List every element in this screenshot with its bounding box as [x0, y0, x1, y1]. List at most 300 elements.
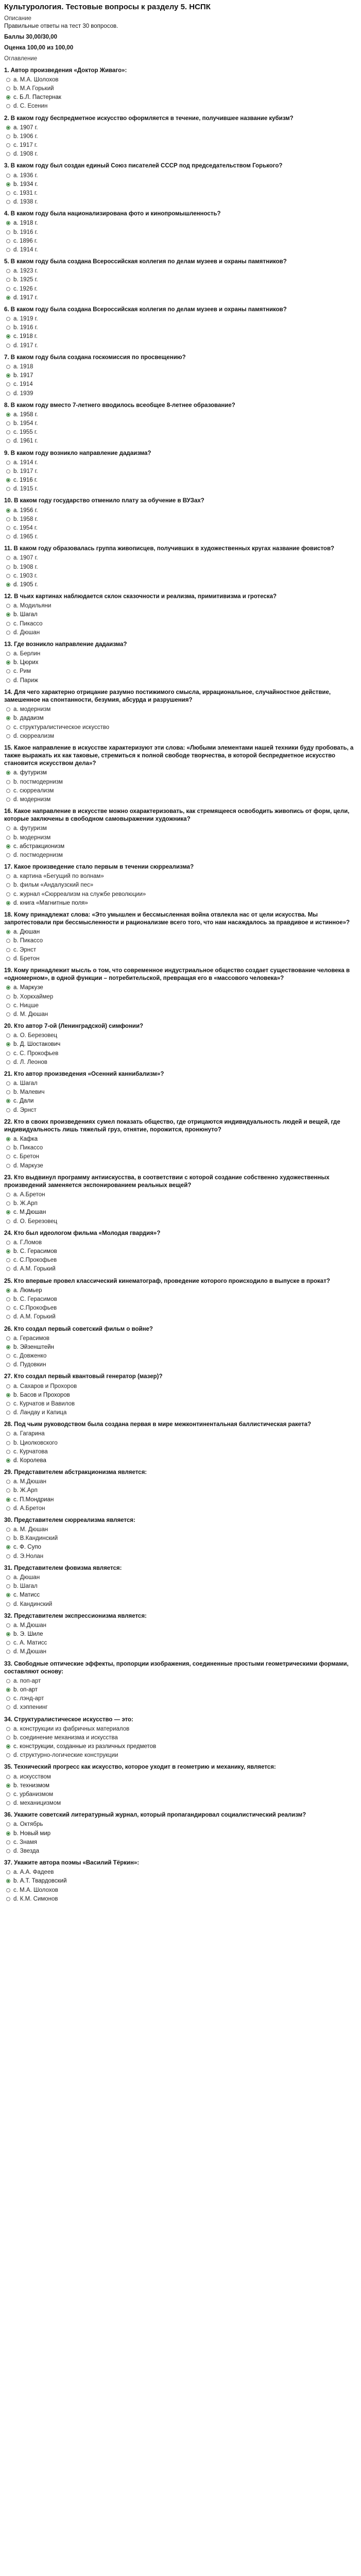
radio-icon[interactable]	[6, 1099, 10, 1103]
answer-option[interactable]	[4, 572, 357, 581]
radio-icon[interactable]	[6, 1297, 10, 1301]
answer-option[interactable]	[4, 1153, 357, 1161]
answer-option[interactable]	[4, 1725, 357, 1734]
radio-icon[interactable]	[6, 126, 10, 130]
radio-icon[interactable]	[6, 1575, 10, 1580]
radio-icon[interactable]	[6, 1870, 10, 1874]
answer-option[interactable]	[4, 1504, 357, 1513]
radio-icon[interactable]	[6, 995, 10, 999]
radio-icon[interactable]	[6, 326, 10, 330]
answer-option[interactable]	[4, 1573, 357, 1582]
radio-icon[interactable]	[6, 1432, 10, 1436]
radio-icon[interactable]	[6, 1536, 10, 1540]
answer-option[interactable]	[4, 102, 357, 111]
radio-icon[interactable]	[6, 1306, 10, 1310]
answer-option[interactable]	[4, 1734, 357, 1742]
radio-icon[interactable]	[6, 1258, 10, 1262]
answer-option-correct[interactable]	[4, 581, 357, 589]
answer-option[interactable]	[4, 1439, 357, 1448]
radio-icon[interactable]	[6, 1241, 10, 1245]
radio-icon[interactable]	[6, 1784, 10, 1788]
answer-option[interactable]	[4, 1895, 357, 1904]
radio-icon[interactable]	[6, 392, 10, 396]
radio-icon[interactable]	[6, 1219, 10, 1224]
radio-icon[interactable]	[6, 669, 10, 673]
radio-icon[interactable]	[6, 1081, 10, 1086]
radio-icon[interactable]	[6, 1840, 10, 1844]
answer-option[interactable]	[4, 732, 357, 741]
answer-option-correct[interactable]	[4, 371, 357, 380]
answer-option[interactable]	[4, 76, 357, 84]
radio-icon[interactable]	[6, 1289, 10, 1293]
answer-option[interactable]	[4, 1478, 357, 1486]
answer-option[interactable]	[4, 324, 357, 332]
radio-icon[interactable]	[6, 631, 10, 635]
radio-icon[interactable]	[6, 1897, 10, 1901]
answer-option[interactable]	[4, 1088, 357, 1097]
radio-icon[interactable]	[6, 1528, 10, 1532]
radio-icon[interactable]	[6, 707, 10, 711]
answer-option[interactable]	[4, 676, 357, 685]
answer-option[interactable]	[4, 620, 357, 629]
answer-option-correct[interactable]	[4, 1543, 357, 1552]
radio-icon[interactable]	[6, 939, 10, 943]
answer-option[interactable]	[4, 1820, 357, 1829]
answer-option-correct[interactable]	[4, 180, 357, 189]
answer-option[interactable]	[4, 437, 357, 446]
radio-icon[interactable]	[6, 556, 10, 560]
answer-option-correct[interactable]	[4, 899, 357, 908]
answer-option-correct[interactable]	[4, 411, 357, 419]
answer-option[interactable]	[4, 778, 357, 787]
answer-option[interactable]	[4, 172, 357, 180]
answer-option-correct[interactable]	[4, 611, 357, 619]
radio-icon[interactable]	[6, 1792, 10, 1797]
answer-option[interactable]	[4, 1703, 357, 1712]
answer-option[interactable]	[4, 872, 357, 881]
radio-icon[interactable]	[6, 1155, 10, 1159]
answer-option[interactable]	[4, 602, 357, 611]
radio-icon[interactable]	[6, 143, 10, 147]
radio-icon[interactable]	[6, 1488, 10, 1493]
radio-icon[interactable]	[6, 1832, 10, 1836]
answer-option-correct[interactable]	[4, 769, 357, 777]
answer-option[interactable]	[4, 189, 357, 198]
radio-icon[interactable]	[6, 1727, 10, 1731]
radio-icon[interactable]	[6, 836, 10, 840]
radio-icon[interactable]	[6, 1744, 10, 1749]
radio-icon[interactable]	[6, 622, 10, 626]
radio-icon[interactable]	[6, 317, 10, 321]
answer-option-correct[interactable]	[4, 714, 357, 723]
answer-option-correct[interactable]	[4, 1247, 357, 1256]
answer-option[interactable]	[4, 1334, 357, 1343]
answer-option[interactable]	[4, 1639, 357, 1648]
radio-icon[interactable]	[6, 1822, 10, 1826]
radio-icon[interactable]	[6, 986, 10, 990]
radio-icon[interactable]	[6, 1345, 10, 1349]
answer-option-correct[interactable]	[4, 1097, 357, 1106]
radio-icon[interactable]	[6, 1679, 10, 1683]
answer-option[interactable]	[4, 1799, 357, 1808]
answer-option[interactable]	[4, 1409, 357, 1417]
answer-option-correct[interactable]	[4, 928, 357, 937]
radio-icon[interactable]	[6, 565, 10, 569]
answer-option[interactable]	[4, 1600, 357, 1609]
radio-icon[interactable]	[6, 526, 10, 530]
radio-icon[interactable]	[6, 269, 10, 273]
answer-option[interactable]	[4, 629, 357, 637]
answer-option[interactable]	[4, 1694, 357, 1703]
answer-option[interactable]	[4, 993, 357, 1002]
radio-icon[interactable]	[6, 734, 10, 738]
answer-option[interactable]	[4, 1868, 357, 1877]
radio-icon[interactable]	[6, 1584, 10, 1588]
answer-option[interactable]	[4, 1382, 357, 1391]
radio-icon[interactable]	[6, 1210, 10, 1214]
radio-icon[interactable]	[6, 1354, 10, 1358]
radio-icon[interactable]	[6, 725, 10, 730]
radio-icon[interactable]	[6, 1632, 10, 1636]
radio-icon[interactable]	[6, 287, 10, 291]
answer-option[interactable]	[4, 723, 357, 732]
radio-icon[interactable]	[6, 1697, 10, 1701]
radio-icon[interactable]	[6, 789, 10, 793]
radio-icon[interactable]	[6, 461, 10, 465]
radio-icon[interactable]	[6, 1498, 10, 1502]
radio-icon[interactable]	[6, 1108, 10, 1112]
answer-option[interactable]	[4, 1526, 357, 1534]
radio-icon[interactable]	[6, 660, 10, 665]
answer-option[interactable]	[4, 1751, 357, 1760]
answer-option[interactable]	[4, 851, 357, 860]
radio-icon[interactable]	[6, 174, 10, 178]
answer-option[interactable]	[4, 485, 357, 494]
radio-icon[interactable]	[6, 652, 10, 656]
answer-option[interactable]	[4, 1400, 357, 1409]
radio-icon[interactable]	[6, 1060, 10, 1064]
answer-option[interactable]	[4, 946, 357, 955]
radio-icon[interactable]	[6, 374, 10, 378]
radio-icon[interactable]	[6, 613, 10, 617]
answer-option[interactable]	[4, 1031, 357, 1040]
radio-icon[interactable]	[6, 365, 10, 369]
radio-icon[interactable]	[6, 382, 10, 386]
answer-option[interactable]	[4, 563, 357, 572]
radio-icon[interactable]	[6, 344, 10, 348]
radio-icon[interactable]	[6, 1033, 10, 1038]
radio-icon[interactable]	[6, 1137, 10, 1141]
radio-icon[interactable]	[6, 826, 10, 831]
radio-icon[interactable]	[6, 1775, 10, 1779]
answer-option-correct[interactable]	[4, 1208, 357, 1217]
radio-icon[interactable]	[6, 1201, 10, 1206]
radio-icon[interactable]	[6, 487, 10, 491]
answer-option[interactable]	[4, 342, 357, 350]
radio-icon[interactable]	[6, 1267, 10, 1271]
radio-icon[interactable]	[6, 182, 10, 187]
answer-option[interactable]	[4, 246, 357, 255]
answer-option[interactable]	[4, 1648, 357, 1656]
answer-option-correct[interactable]	[4, 658, 357, 667]
answer-option[interactable]	[4, 1677, 357, 1686]
answer-option[interactable]	[4, 276, 357, 284]
answer-option[interactable]	[4, 237, 357, 246]
radio-icon[interactable]	[6, 1146, 10, 1150]
answer-option-correct[interactable]	[4, 1686, 357, 1694]
answer-option[interactable]	[4, 834, 357, 842]
answer-option[interactable]	[4, 380, 357, 389]
radio-icon[interactable]	[6, 1459, 10, 1463]
answer-option[interactable]	[4, 150, 357, 159]
answer-option[interactable]	[4, 705, 357, 714]
radio-icon[interactable]	[6, 509, 10, 513]
radio-icon[interactable]	[6, 296, 10, 300]
answer-option-correct[interactable]	[4, 1877, 357, 1886]
answer-option-correct[interactable]	[4, 294, 357, 302]
answer-option[interactable]	[4, 1256, 357, 1265]
answer-option[interactable]	[4, 1239, 357, 1247]
radio-icon[interactable]	[6, 574, 10, 578]
answer-option[interactable]	[4, 84, 357, 93]
answer-option[interactable]	[4, 132, 357, 141]
radio-icon[interactable]	[6, 1384, 10, 1388]
answer-option[interactable]	[4, 1448, 357, 1456]
radio-icon[interactable]	[6, 1042, 10, 1046]
answer-text: с. С. Прокофьев	[13, 1050, 59, 1057]
answer-option[interactable]	[4, 1773, 357, 1782]
answer-option-correct[interactable]	[4, 124, 357, 132]
radio-icon[interactable]	[6, 413, 10, 417]
radio-icon[interactable]	[6, 1888, 10, 1892]
radio-icon[interactable]	[6, 469, 10, 473]
radio-icon[interactable]	[6, 583, 10, 587]
answer-option-correct[interactable]	[4, 1591, 357, 1600]
radio-icon[interactable]	[6, 230, 10, 234]
radio-icon[interactable]	[6, 679, 10, 683]
radio-icon[interactable]	[6, 1164, 10, 1168]
radio-icon[interactable]	[6, 78, 10, 82]
answer-option[interactable]	[4, 1304, 357, 1313]
radio-icon[interactable]	[6, 1004, 10, 1008]
radio-icon[interactable]	[6, 421, 10, 426]
answer-option[interactable]	[4, 141, 357, 150]
answer-option[interactable]	[4, 824, 357, 833]
radio-icon[interactable]	[6, 535, 10, 539]
radio-icon[interactable]	[6, 716, 10, 720]
radio-icon[interactable]	[6, 191, 10, 195]
answer-option[interactable]	[4, 1010, 357, 1019]
radio-icon[interactable]	[6, 1736, 10, 1740]
radio-icon[interactable]	[6, 1090, 10, 1094]
answer-option[interactable]	[4, 1552, 357, 1561]
radio-icon[interactable]	[6, 1801, 10, 1805]
radio-icon[interactable]	[6, 1363, 10, 1367]
answer-option[interactable]	[4, 533, 357, 541]
answer-option-correct[interactable]	[4, 219, 357, 228]
answer-option-correct[interactable]	[4, 476, 357, 485]
answer-text: b. 1916 г.	[13, 325, 38, 331]
answer-option[interactable]	[4, 419, 357, 428]
answer-option[interactable]	[4, 1079, 357, 1088]
answer-option-correct[interactable]	[4, 1782, 357, 1790]
radio-icon[interactable]	[6, 1623, 10, 1628]
radio-icon[interactable]	[6, 930, 10, 934]
answer-option[interactable]	[4, 1162, 357, 1171]
radio-icon[interactable]	[6, 892, 10, 896]
radio-icon[interactable]	[6, 1441, 10, 1445]
answer-option[interactable]	[4, 524, 357, 533]
radio-icon[interactable]	[6, 439, 10, 443]
radio-icon[interactable]	[6, 152, 10, 156]
radio-icon[interactable]	[6, 334, 10, 338]
answer-option-correct[interactable]	[4, 1135, 357, 1144]
radio-icon[interactable]	[6, 1545, 10, 1549]
radio-icon[interactable]	[6, 1879, 10, 1883]
radio-icon[interactable]	[6, 1650, 10, 1654]
answer-option[interactable]	[4, 285, 357, 294]
radio-icon[interactable]	[6, 1554, 10, 1558]
radio-icon[interactable]	[6, 200, 10, 204]
radio-icon[interactable]	[6, 844, 10, 849]
radio-icon[interactable]	[6, 1402, 10, 1406]
answer-option[interactable]	[4, 1049, 357, 1058]
radio-icon[interactable]	[6, 87, 10, 91]
answer-option[interactable]	[4, 1838, 357, 1847]
radio-icon[interactable]	[6, 221, 10, 225]
answer-option[interactable]	[4, 1002, 357, 1010]
answer-option[interactable]	[4, 1430, 357, 1438]
answer-text: d. 1939	[13, 390, 33, 397]
answer-option-correct[interactable]	[4, 506, 357, 515]
answer-option[interactable]	[4, 890, 357, 899]
radio-icon[interactable]	[6, 1753, 10, 1757]
radio-icon[interactable]	[6, 430, 10, 434]
radio-icon[interactable]	[6, 948, 10, 952]
answer-option[interactable]	[4, 1191, 357, 1199]
answer-option[interactable]	[4, 795, 357, 804]
answer-option[interactable]	[4, 1790, 357, 1799]
radio-icon[interactable]	[6, 883, 10, 887]
radio-icon[interactable]	[6, 1641, 10, 1645]
radio-icon[interactable]	[6, 874, 10, 878]
answer-option-correct[interactable]	[4, 332, 357, 341]
answer-option[interactable]	[4, 467, 357, 476]
radio-icon[interactable]	[6, 278, 10, 282]
answer-option[interactable]	[4, 787, 357, 795]
answer-option[interactable]	[4, 228, 357, 237]
radio-icon[interactable]	[6, 1849, 10, 1853]
radio-icon[interactable]	[6, 1705, 10, 1709]
answer-option-correct[interactable]	[4, 1456, 357, 1465]
radio-icon[interactable]	[6, 1336, 10, 1341]
answer-option[interactable]	[4, 955, 357, 963]
radio-icon[interactable]	[6, 239, 10, 243]
answer-option[interactable]	[4, 198, 357, 207]
answer-option[interactable]	[4, 389, 357, 398]
answer-option[interactable]	[4, 315, 357, 324]
answer-option-correct[interactable]	[4, 1040, 357, 1049]
answer-option[interactable]	[4, 1486, 357, 1495]
radio-icon[interactable]	[6, 604, 10, 608]
answer-option-correct[interactable]	[4, 1829, 357, 1838]
radio-icon[interactable]	[6, 771, 10, 775]
answer-option[interactable]	[4, 667, 357, 676]
answer-option[interactable]	[4, 1361, 357, 1369]
answer-option-correct[interactable]	[4, 842, 357, 851]
answer-option[interactable]	[4, 428, 357, 437]
answer-option-correct[interactable]	[4, 1391, 357, 1400]
answer-option[interactable]	[4, 554, 357, 563]
answer-option-correct[interactable]	[4, 984, 357, 992]
answer-option[interactable]	[4, 1313, 357, 1321]
radio-icon[interactable]	[6, 1315, 10, 1319]
radio-icon[interactable]	[6, 1688, 10, 1692]
answer-option[interactable]	[4, 650, 357, 658]
radio-icon[interactable]	[6, 517, 10, 521]
answer-option[interactable]	[4, 1144, 357, 1153]
answer-option[interactable]	[4, 515, 357, 524]
radio-icon[interactable]	[6, 104, 10, 108]
radio-icon[interactable]	[6, 1480, 10, 1484]
answer-option[interactable]	[4, 1217, 357, 1226]
answer-option[interactable]	[4, 1582, 357, 1591]
radio-icon[interactable]	[6, 957, 10, 961]
answer-option[interactable]	[4, 363, 357, 371]
answer-option[interactable]	[4, 1534, 357, 1543]
radio-icon[interactable]	[6, 478, 10, 482]
radio-icon[interactable]	[6, 780, 10, 784]
radio-icon[interactable]	[6, 1593, 10, 1597]
answer-option[interactable]	[4, 881, 357, 890]
answer-option[interactable]	[4, 1265, 357, 1274]
answer-option-correct[interactable]	[4, 1630, 357, 1639]
answer-option-correct[interactable]	[4, 1343, 357, 1352]
answer-option[interactable]	[4, 1106, 357, 1115]
radio-icon[interactable]	[6, 853, 10, 857]
answer-option[interactable]	[4, 267, 357, 276]
radio-icon[interactable]	[6, 1193, 10, 1197]
radio-icon[interactable]	[6, 1450, 10, 1454]
radio-icon[interactable]	[6, 1249, 10, 1253]
question-list	[4, 67, 357, 1904]
answer-option[interactable]	[4, 1886, 357, 1895]
radio-icon[interactable]	[6, 95, 10, 99]
answer-option[interactable]	[4, 1847, 357, 1856]
answer-option[interactable]	[4, 937, 357, 945]
answer-option-correct[interactable]	[4, 93, 357, 102]
radio-icon[interactable]	[6, 901, 10, 905]
answer-option-correct[interactable]	[4, 1742, 357, 1751]
radio-icon[interactable]	[6, 1012, 10, 1016]
radio-icon[interactable]	[6, 1506, 10, 1511]
answer-option[interactable]	[4, 1621, 357, 1630]
radio-icon[interactable]	[6, 1052, 10, 1056]
answer-option[interactable]	[4, 1058, 357, 1067]
radio-icon[interactable]	[6, 248, 10, 252]
radio-icon[interactable]	[6, 1393, 10, 1397]
radio-icon[interactable]	[6, 134, 10, 139]
answer-option[interactable]	[4, 1199, 357, 1208]
radio-icon[interactable]	[6, 1411, 10, 1415]
answer-option[interactable]	[4, 1295, 357, 1304]
answer-option-correct[interactable]	[4, 1286, 357, 1295]
answer-option[interactable]	[4, 1352, 357, 1361]
answer-option-correct[interactable]	[4, 1496, 357, 1504]
radio-icon[interactable]	[6, 1602, 10, 1606]
answer-option[interactable]	[4, 459, 357, 467]
radio-icon[interactable]	[6, 798, 10, 802]
